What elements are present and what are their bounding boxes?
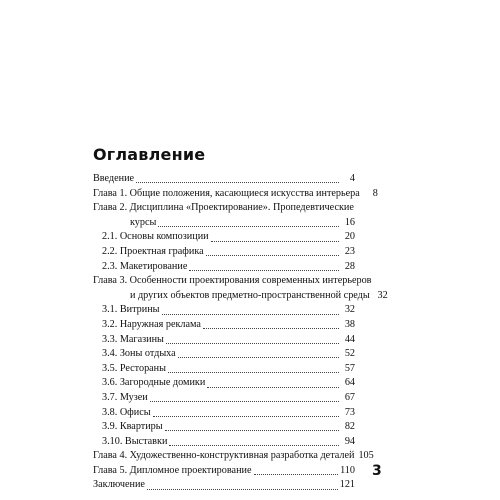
toc-entry bbox=[93, 172, 355, 187]
toc-entry bbox=[93, 260, 355, 275]
toc-leader-dots bbox=[189, 269, 339, 271]
toc-entry-label: 3.9. Квартиры bbox=[102, 421, 163, 433]
toc-entry-page: 28 bbox=[344, 260, 355, 272]
toc-entry bbox=[93, 187, 378, 202]
toc-leader-dots bbox=[206, 254, 339, 256]
toc-entry-label: 3.1. Витрины bbox=[102, 304, 160, 316]
toc-entry-page: 20 bbox=[344, 231, 355, 243]
toc-entry-page: 57 bbox=[344, 362, 355, 374]
toc-leader-dots bbox=[168, 371, 339, 373]
toc-entry bbox=[93, 406, 355, 421]
toc-leader-dots bbox=[147, 488, 338, 490]
toc-entry-page: 82 bbox=[344, 421, 355, 433]
toc-entry-label: 3.3. Магазины bbox=[102, 333, 164, 345]
toc-entry-label: Глава 4. Художественно-конструктивная разработка деталей bbox=[93, 450, 355, 462]
toc-entry-page: 94 bbox=[344, 435, 355, 447]
toc-entry bbox=[93, 449, 374, 464]
table-of-contents bbox=[93, 172, 388, 493]
toc-entry-page: 44 bbox=[344, 333, 355, 345]
toc-entry-page: 105 bbox=[358, 450, 374, 462]
toc-entry bbox=[93, 318, 355, 333]
toc-entry-page: 67 bbox=[344, 391, 355, 403]
toc-leader-dots bbox=[162, 313, 340, 315]
toc-leader-dots bbox=[150, 400, 339, 402]
toc-entry-label: 2.3. Макетирование bbox=[102, 260, 188, 272]
toc-entry-page: 73 bbox=[344, 406, 355, 418]
toc-entry bbox=[93, 303, 355, 318]
toc-entry-page: 16 bbox=[344, 216, 355, 228]
toc-entry-page: 121 bbox=[339, 479, 355, 491]
toc-leader-dots bbox=[203, 327, 339, 329]
toc-entry bbox=[93, 435, 355, 450]
toc-entry-label: 3.6. Загородные домики bbox=[102, 377, 206, 389]
toc-entry-label: Глава 5. Дипломное проектирование bbox=[93, 464, 252, 476]
toc-entry-page: 32 bbox=[344, 304, 355, 316]
toc-entry bbox=[93, 391, 355, 406]
toc-entry bbox=[93, 245, 355, 260]
toc-entry bbox=[93, 230, 355, 245]
toc-entry bbox=[93, 347, 355, 362]
toc-entry-label: Введение bbox=[93, 173, 135, 184]
toc-leader-dots bbox=[207, 386, 339, 388]
toc-entry-label: Заключение bbox=[93, 479, 145, 491]
toc-entry bbox=[93, 464, 355, 479]
toc-entry-label: 2.2. Проектная графика bbox=[102, 245, 204, 257]
toc-entry-label: Глава 2. Дисциплина «Проектирование». Пропедевтические bbox=[93, 202, 354, 214]
toc-entry bbox=[93, 201, 355, 216]
toc-entry-page: 23 bbox=[344, 245, 355, 257]
toc-entry-label: 3.4. Зоны отдыха bbox=[102, 348, 176, 360]
toc-entry bbox=[93, 478, 355, 493]
page-number: 3 bbox=[372, 463, 382, 479]
toc-entry bbox=[93, 289, 388, 304]
toc-entry-page: 64 bbox=[344, 377, 355, 389]
toc-entry bbox=[93, 216, 355, 231]
toc-entry-label: Глава 1. Общие положения, касающиеся искусства интерьера bbox=[93, 187, 360, 199]
toc-entry-label: 3.10. Выставки bbox=[102, 435, 168, 447]
toc-entry-page: 52 bbox=[344, 348, 355, 360]
toc-leader-dots bbox=[169, 444, 339, 446]
toc-entry-label: 2.1. Основы композиции bbox=[102, 231, 209, 243]
toc-leader-dots bbox=[165, 429, 339, 431]
toc-entry-page: 8 bbox=[372, 187, 378, 199]
toc-entry-label: курсы bbox=[130, 216, 157, 228]
toc-entry-page: 110 bbox=[340, 464, 355, 476]
toc-leader-dots bbox=[178, 356, 339, 358]
toc-entry bbox=[93, 362, 355, 377]
toc-leader-dots bbox=[254, 473, 339, 475]
toc-entry bbox=[93, 274, 372, 289]
toc-leader-dots bbox=[158, 225, 339, 227]
toc-leader-dots bbox=[166, 342, 339, 344]
toc-entry-page: 32 bbox=[377, 289, 388, 301]
toc-entry-label: 3.2. Наружная реклама bbox=[102, 318, 201, 330]
toc-entry bbox=[93, 376, 355, 391]
toc-entry-label: 3.8. Офисы bbox=[102, 406, 151, 418]
toc-entry bbox=[93, 420, 355, 435]
toc-entry-label: 3.7. Музеи bbox=[102, 391, 148, 403]
toc-leader-dots bbox=[136, 181, 339, 183]
toc-leader-dots bbox=[211, 240, 339, 242]
toc-entry-label: 3.5. Рестораны bbox=[102, 362, 166, 374]
toc-entry bbox=[93, 333, 355, 348]
toc-entry-page: 4 bbox=[349, 173, 355, 184]
toc-entry-label: Глава 3. Особенности проектирования современных интерьеров bbox=[93, 275, 372, 287]
toc-leader-dots bbox=[153, 415, 339, 417]
toc-entry-label: и других объектов предметно-пространственной среды bbox=[130, 289, 370, 301]
toc-entry-page: 38 bbox=[344, 318, 355, 330]
page-title: Оглавление bbox=[93, 145, 206, 164]
